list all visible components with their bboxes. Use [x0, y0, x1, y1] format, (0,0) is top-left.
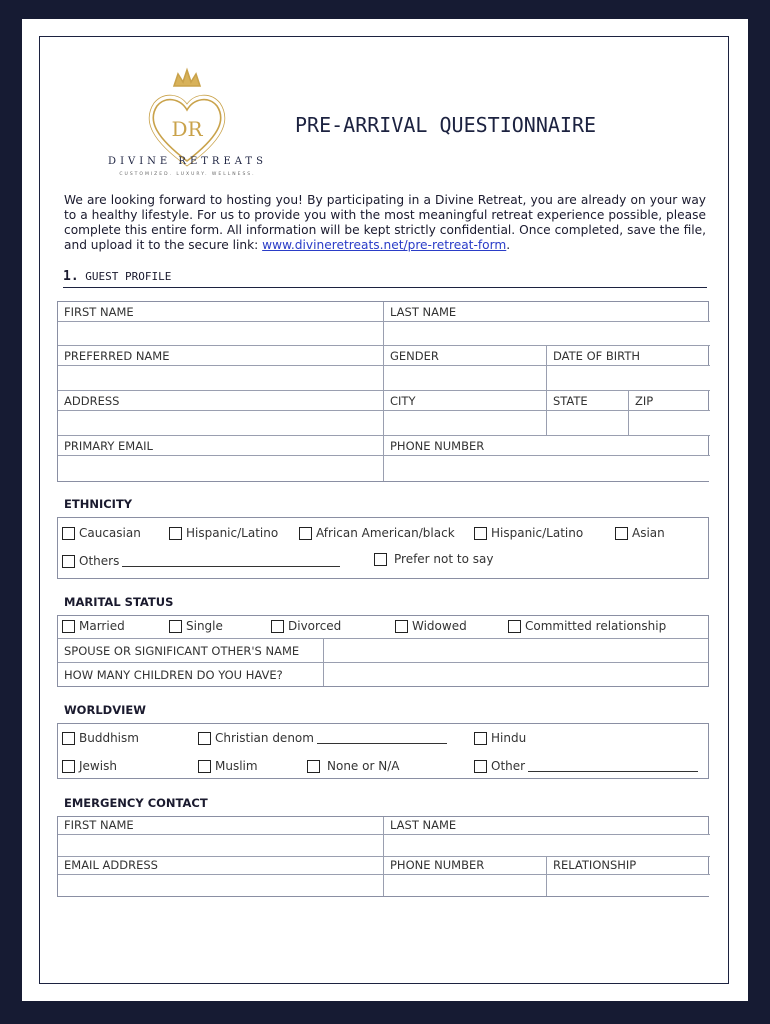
ethnicity-hispanic-latino-2[interactable]: Hispanic/Latino	[474, 526, 583, 540]
others-write-in-line[interactable]	[122, 556, 340, 567]
marital-committed[interactable]: Committed relationship	[508, 619, 666, 633]
emergency-last-name-label: LAST NAME	[384, 817, 710, 835]
dob-label: DATE OF BIRTH	[547, 346, 710, 366]
gender-label: GENDER	[384, 346, 547, 366]
preferred-name-label: PREFERRED NAME	[58, 346, 384, 366]
email-field[interactable]	[58, 456, 384, 481]
worldview-buddhism[interactable]: Buddhism	[62, 731, 139, 745]
crown-icon	[174, 70, 200, 86]
marital-married[interactable]: Married	[62, 619, 125, 633]
state-label: STATE	[547, 391, 629, 411]
ethnicity-african-american[interactable]: African American/black	[299, 526, 455, 540]
ethnicity-prefer-not[interactable]: Prefer not to say	[374, 552, 493, 566]
checkbox[interactable]	[615, 527, 628, 540]
marital-single[interactable]: Single	[169, 619, 223, 633]
checkbox[interactable]	[474, 527, 487, 540]
marital-status-box	[57, 615, 709, 687]
children-count-label: HOW MANY CHILDREN DO YOU HAVE?	[58, 663, 324, 686]
spouse-name-field[interactable]	[324, 639, 708, 663]
form-page	[22, 19, 748, 1001]
marital-status-title: MARITAL STATUS	[64, 595, 174, 609]
address-field[interactable]	[58, 411, 384, 436]
ethnicity-hispanic-latino[interactable]: Hispanic/Latino	[169, 526, 278, 540]
emergency-contact-grid	[57, 816, 709, 897]
ethnicity-title: ETHNICITY	[64, 497, 133, 511]
children-count-field[interactable]	[324, 663, 708, 686]
emergency-last-name-field[interactable]	[384, 835, 710, 857]
spouse-name-label: SPOUSE OR SIGNIFICANT OTHER'S NAME	[58, 639, 324, 663]
checkbox[interactable]	[474, 760, 487, 773]
gender-field[interactable]	[384, 366, 547, 391]
upload-link[interactable]: www.divineretreats.net/pre-retreat-form	[262, 238, 507, 252]
emergency-first-name-field[interactable]	[58, 835, 384, 857]
checkbox[interactable]	[198, 760, 211, 773]
ethnicity-caucasian[interactable]: Caucasian	[62, 526, 141, 540]
checkbox[interactable]	[374, 553, 387, 566]
worldview-none[interactable]: None or N/A	[307, 759, 399, 773]
worldview-christian[interactable]: Christian denom	[198, 731, 447, 745]
ethnicity-asian[interactable]: Asian	[615, 526, 665, 540]
checkbox[interactable]	[299, 527, 312, 540]
checkbox[interactable]	[395, 620, 408, 633]
dob-field[interactable]	[547, 366, 710, 391]
ethnicity-others[interactable]: Others	[62, 554, 340, 568]
last-name-field[interactable]	[384, 322, 710, 346]
checkbox[interactable]	[169, 620, 182, 633]
emergency-phone-field[interactable]	[384, 875, 547, 896]
email-label: PRIMARY EMAIL	[58, 436, 384, 456]
emergency-email-label: EMAIL ADDRESS	[58, 857, 384, 875]
city-label: CITY	[384, 391, 547, 411]
divine-retreats-logo	[102, 66, 272, 206]
checkbox[interactable]	[508, 620, 521, 633]
checkbox[interactable]	[307, 760, 320, 773]
checkbox[interactable]	[474, 732, 487, 745]
checkbox[interactable]	[62, 760, 75, 773]
marital-widowed[interactable]: Widowed	[395, 619, 467, 633]
worldview-other[interactable]: Other	[474, 759, 698, 773]
checkbox[interactable]	[62, 732, 75, 745]
page-title: PRE-ARRIVAL QUESTIONNAIRE	[295, 113, 597, 137]
worldview-title: WORLDVIEW	[64, 703, 146, 717]
worldview-box	[57, 723, 709, 779]
other-write-in-line[interactable]	[528, 761, 698, 772]
emergency-phone-label: PHONE NUMBER	[384, 857, 547, 875]
marital-divorced[interactable]: Divorced	[271, 619, 341, 633]
checkbox[interactable]	[271, 620, 284, 633]
emergency-first-name-label: FIRST NAME	[58, 817, 384, 835]
preferred-name-field[interactable]	[58, 366, 384, 391]
emergency-email-field[interactable]	[58, 875, 384, 896]
monogram: DR	[171, 117, 203, 141]
emergency-contact-title: EMERGENCY CONTACT	[64, 796, 208, 810]
last-name-label: LAST NAME	[384, 302, 710, 322]
checkbox[interactable]	[62, 527, 75, 540]
guest-profile-grid	[57, 301, 709, 482]
checkbox[interactable]	[198, 732, 211, 745]
brand-tagline: CUSTOMIZED. LUXURY. WELLNESS.	[119, 172, 256, 177]
state-field[interactable]	[547, 411, 629, 436]
intro-text: We are looking forward to hosting you! By participating in a Divine Retreat, you are already on your way to a healthy lifestyle. For us to provide you with the most meaningful retreat experience possible, please complete this entire form. All information will be kept strictly confidential. Once completed, save the file, and upload it to the secure link:	[64, 193, 706, 252]
checkbox[interactable]	[62, 620, 75, 633]
worldview-muslim[interactable]: Muslim	[198, 759, 258, 773]
worldview-jewish[interactable]: Jewish	[62, 759, 117, 773]
phone-field[interactable]	[384, 456, 710, 481]
christian-denom-write-in-line[interactable]	[317, 733, 447, 744]
intro-paragraph: We are looking forward to hosting you! By participating in a Divine Retreat, you are already on your way to a healthy lifestyle. For us to provide you with the most meaningful retreat experience possible, please complete this entire form. All information will be kept strictly confidential. Once completed, save the file, and upload it to the secure link: www.divineretreats.net/pre-retreat-form.	[64, 193, 706, 252]
zip-label: ZIP	[629, 391, 710, 411]
city-field[interactable]	[384, 411, 547, 436]
emergency-relationship-field[interactable]	[547, 875, 710, 896]
ethnicity-box	[57, 517, 709, 579]
first-name-label: FIRST NAME	[58, 302, 384, 322]
phone-label: PHONE NUMBER	[384, 436, 710, 456]
worldview-hindu[interactable]: Hindu	[474, 731, 526, 745]
first-name-field[interactable]	[58, 322, 384, 346]
address-label: ADDRESS	[58, 391, 384, 411]
checkbox[interactable]	[169, 527, 182, 540]
section-guest-profile: 1. GUEST PROFILE	[63, 269, 707, 288]
emergency-relationship-label: RELATIONSHIP	[547, 857, 710, 875]
checkbox[interactable]	[62, 555, 75, 568]
brand-name: DIVINE RETREATS	[108, 156, 267, 167]
zip-field[interactable]	[629, 411, 710, 436]
